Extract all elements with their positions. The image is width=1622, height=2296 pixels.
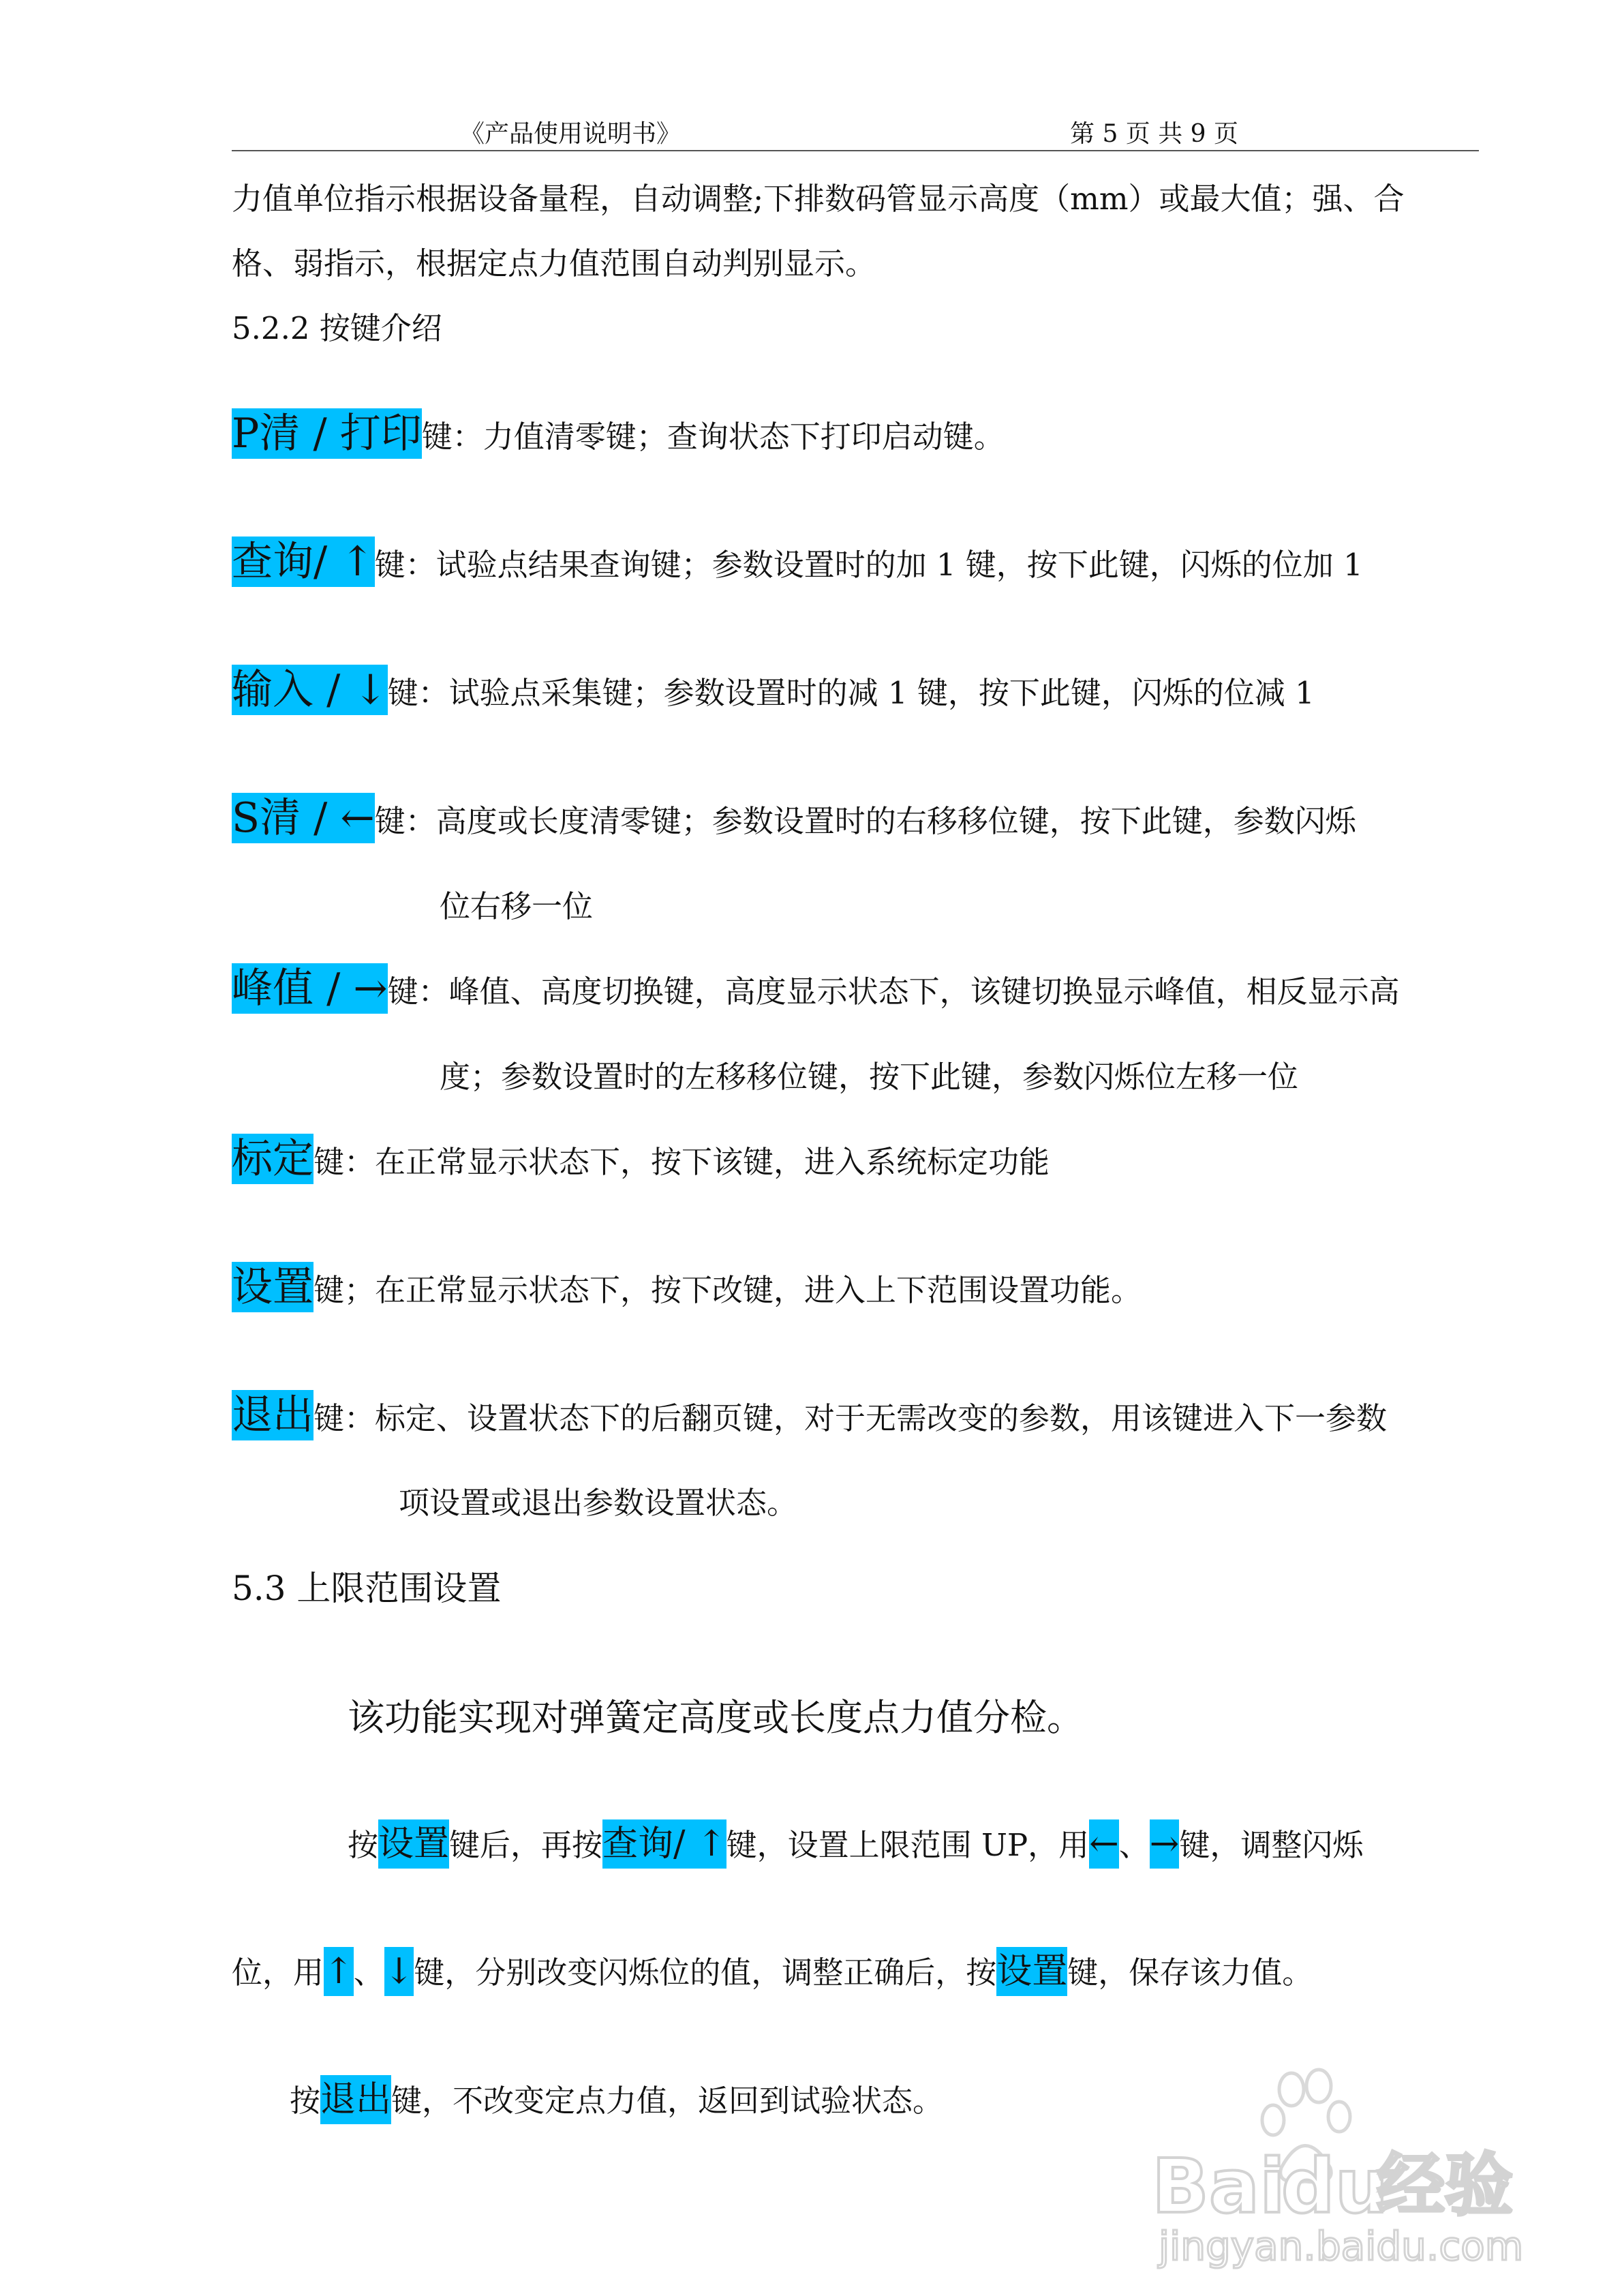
- key-ref-left: ←: [1089, 1819, 1119, 1869]
- key-item-input: [232, 666, 1315, 714]
- text: 位，用: [232, 1954, 324, 1991]
- watermark-jingyan: 经验: [1377, 2145, 1513, 2225]
- text: 键，分别改变闪烁位的值，调整正确后，按: [414, 1954, 997, 1991]
- key-label-calibrate: 标定: [232, 1135, 313, 1183]
- watermark-brand-du: du: [1281, 2143, 1389, 2230]
- key-ref-up: ↑: [324, 1947, 354, 1996]
- section-53-para-4: [290, 2079, 943, 2121]
- key-desc-s-clear: 键：高度或长度清零键；参数设置时的右移移位键，按下此键，参数闪烁: [374, 803, 1356, 839]
- key-ref-settings-save: 设置: [996, 1947, 1067, 1996]
- key-label-print: P清 / 打印: [232, 410, 422, 457]
- watermark-url: jingyan.baidu.com: [1159, 2223, 1524, 2269]
- text: 键后，再按: [449, 1827, 603, 1863]
- section-522-title: 5.2.2 按键介绍: [232, 310, 442, 346]
- key-label-settings: 设置: [232, 1263, 313, 1311]
- key-item-query: [232, 538, 1363, 586]
- text: 按: [348, 1827, 379, 1863]
- text: 键，不改变定点力值，返回到试验状态。: [391, 2083, 944, 2119]
- key-item-exit: [232, 1391, 1388, 1439]
- key-desc-peak: 键：峰值、高度切换键，高度显示状态下，该键切换显示峰值，相反显示高: [387, 973, 1400, 1010]
- key-desc-print: 键：力值清零键；查询状态下打印启动键。: [421, 419, 1005, 455]
- text: 按: [290, 2083, 321, 2119]
- intro-line-2: 格、弱指示，根据定点力值范围自动判别显示。: [232, 245, 876, 282]
- key-item-s-clear: [232, 794, 1356, 842]
- text: 、: [1118, 1827, 1150, 1863]
- baidu-jingyan-watermark: [1152, 2066, 1533, 2270]
- key-label-input: 输入 / ↓: [232, 666, 388, 714]
- key-desc-settings: 键；在正常显示状态下，按下改键，进入上下范围设置功能。: [313, 1272, 1142, 1308]
- key-item-peak: [232, 965, 1400, 1012]
- header-divider: [232, 150, 1479, 151]
- key-desc-input: 键：试验点采集键；参数设置时的减 1 键，按下此键，闪烁的位减 1: [387, 675, 1315, 711]
- text: 、: [353, 1954, 384, 1991]
- section-53-para-1: 该功能实现对弹簧定高度或长度点力值分检。: [348, 1696, 1084, 1739]
- key-item-settings: [232, 1263, 1142, 1311]
- section-53-para-2: [348, 1824, 1363, 1866]
- key-ref-query: 查询/ ↑: [602, 1819, 726, 1869]
- key-label-s-clear: S清 / ←: [232, 794, 375, 842]
- key-ref-settings: 设置: [378, 1819, 449, 1869]
- key-desc-peak-cont: 度；参数设置时的左移移位键，按下此键，参数闪烁位左移一位: [440, 1059, 1299, 1095]
- key-desc-exit-cont: 项设置或退出参数设置状态。: [399, 1485, 798, 1521]
- key-desc-query: 键：试验点结果查询键；参数设置时的加 1 键，按下此键，闪烁的位加 1: [374, 547, 1363, 583]
- key-desc-exit: 键：标定、设置状态下的后翻页键，对于无需改变的参数，用该键进入下一参数: [313, 1400, 1388, 1436]
- section-53-para-3: [232, 1951, 1313, 1993]
- section-53-title: 5.3 上限范围设置: [232, 1569, 502, 1608]
- key-desc-calibrate: 键：在正常显示状态下，按下该键，进入系统标定功能: [313, 1144, 1050, 1180]
- key-item-calibrate: [232, 1135, 1050, 1183]
- intro-line-1: 力值单位指示根据设备量程，自动调整;下排数码管显示高度（mm）或最大值；强、合: [232, 181, 1405, 217]
- key-desc-s-clear-cont: 位右移一位: [440, 888, 594, 924]
- key-label-exit: 退出: [232, 1391, 313, 1439]
- text: 键，调整闪烁: [1179, 1827, 1364, 1863]
- key-item-print: [232, 410, 1005, 457]
- page-number: 第 5 页 共 9 页: [1070, 120, 1239, 148]
- text: 键，保存该力值。: [1067, 1954, 1313, 1991]
- text: 键，设置上限范围 UP，用: [726, 1827, 1090, 1863]
- key-ref-exit: 退出: [320, 2075, 391, 2124]
- key-ref-down: ↓: [384, 1947, 414, 1996]
- key-label-peak: 峰值 / →: [232, 965, 388, 1012]
- key-ref-right: →: [1150, 1819, 1180, 1869]
- watermark-brand: Bai: [1152, 2143, 1285, 2230]
- document-title: 《产品使用说明书》: [460, 120, 682, 148]
- key-label-query: 查询/ ↑: [232, 538, 375, 586]
